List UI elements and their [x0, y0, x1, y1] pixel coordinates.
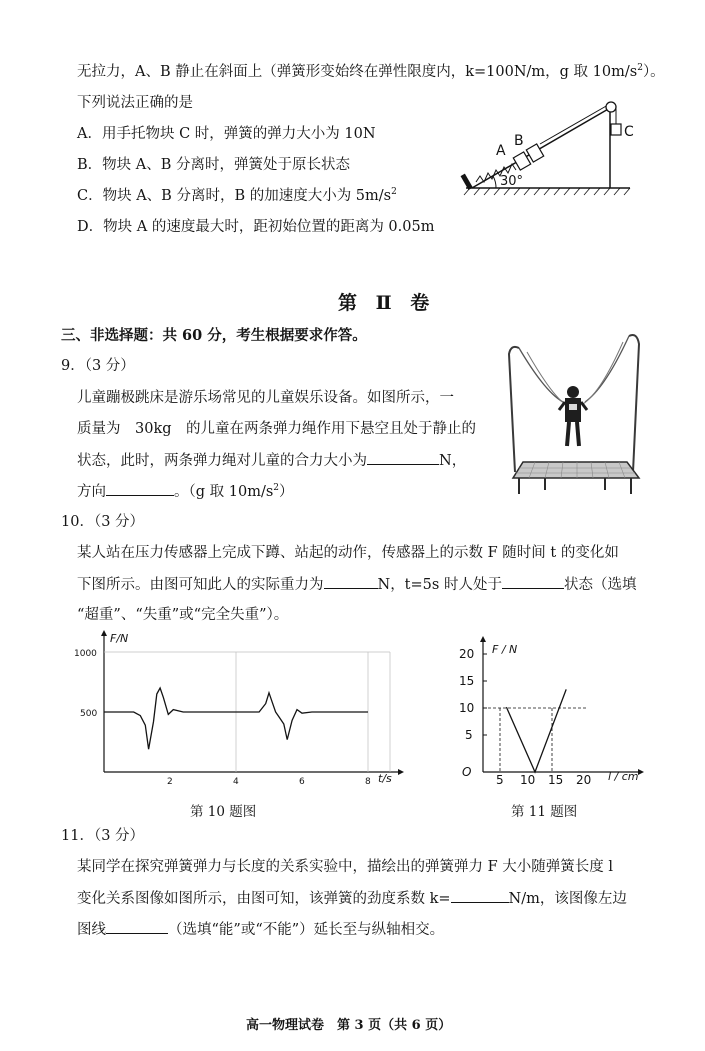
- q11-xtick-20: 20: [576, 773, 592, 786]
- q11-ytick-15: 15: [459, 674, 475, 688]
- q10-xtick-8: 8: [365, 777, 371, 786]
- q10-y-label: F/N: [110, 632, 129, 645]
- q11-origin: O: [462, 765, 472, 779]
- q9-line3: 状态，此时，两条弹力绳对儿童的合力大小为 N，: [77, 450, 466, 471]
- q11-line1: 某同学在探究弹簧弹力与长度的关系实验中，描绘出的弹簧弹力 F 大小随弹簧长度 l: [77, 859, 614, 875]
- q11-xtick-10: 10: [520, 773, 536, 786]
- q10-line1: 某人站在压力传感器上完成下蹲、站起的动作，传感器上的示数 F 随时间 t 的变化如: [77, 545, 619, 561]
- q11-line3: 图线 （选填“能”或“不能”）延长至与纵轴相交。: [77, 919, 444, 940]
- q11-y-label: F / N: [492, 643, 518, 656]
- pulley: [606, 102, 616, 112]
- q10-chart: [70, 628, 410, 786]
- q10-xtick-6: 6: [299, 777, 305, 786]
- q10-line2: 下图所示。由图可知此人的实际重力为 N，t=5s 时人处于 状态（选填: [77, 574, 636, 595]
- q10-caption: 第 10 题图: [190, 804, 257, 820]
- q8-option-d: D．物块 A 的速度最大时，距初始位置的距离为 0.05m: [77, 219, 435, 235]
- section-heading: 三、非选择题：共 60 分，考生根据要求作答。: [61, 327, 367, 344]
- q9-number: 9．（3 分）: [61, 358, 135, 374]
- q11-x-label: l / cm: [608, 770, 639, 783]
- block-b: [526, 144, 543, 162]
- q10-x-label: t/s: [378, 772, 392, 785]
- q11-xtick-5: 5: [496, 773, 504, 786]
- q10-blank-weight[interactable]: [324, 574, 378, 589]
- incline: [472, 108, 610, 188]
- q9-line1: 儿童蹦极跳床是游乐场常见的儿童娱乐设备。如图所示，一: [77, 390, 454, 406]
- ground-hatching: [464, 188, 630, 195]
- q11-blank-extend[interactable]: [106, 919, 168, 934]
- rope: [540, 105, 608, 144]
- q11-ytick-10: 10: [459, 701, 475, 715]
- q10-ytick-1000: 1000: [74, 649, 97, 659]
- section-title: 第 Ⅱ 卷: [338, 292, 436, 314]
- q11-ytick-5: 5: [465, 728, 473, 742]
- angle-label: 30°: [500, 174, 524, 189]
- q8-stem-line2: 下列说法正确的是: [77, 95, 193, 111]
- label-c: C: [624, 124, 634, 140]
- q9-line4: 方向 。（g 取 $10m/s^2$）: [77, 481, 294, 502]
- q10-ytick-500: 500: [80, 709, 98, 719]
- block-c: [611, 124, 621, 135]
- q10-xtick-4: 4: [233, 777, 239, 786]
- q11-blank-k[interactable]: [451, 888, 509, 903]
- q8-option-b: B．物块 A、B 分离时，弹簧处于原长状态: [77, 157, 350, 173]
- q10-xtick-2: 2: [167, 777, 173, 786]
- trampoline-photo: [505, 322, 645, 500]
- q11-line2: 变化关系图像如图所示，由图可知，该弹簧的劲度系数 k= N/m，该图像左边: [77, 888, 627, 909]
- q11-caption: 第 11 题图: [511, 804, 578, 820]
- q11-series-line: [506, 689, 566, 772]
- q11-number: 11．（3 分）: [61, 828, 145, 844]
- incline-figure: [458, 92, 638, 200]
- q8-stem-line1: 无拉力，A、B 静止在斜面上（弹簧形变始终在弹性限度内，k=100N/m，g 取 $10m/s^2$）。: [77, 63, 665, 80]
- label-a: A: [496, 143, 506, 159]
- q9-blank-direction[interactable]: [106, 481, 174, 496]
- q10-line3: “超重”、“失重”或“完全失重”）。: [77, 607, 289, 623]
- q10-blank-state[interactable]: [502, 574, 564, 589]
- q9-line2: 质量为 30kg 的儿童在两条弹力绳作用下悬空且处于静止的: [77, 421, 477, 437]
- page-footer: 高一物理试卷 第 3 页（共 6 页）: [246, 1018, 452, 1033]
- q9-blank-force[interactable]: [367, 450, 439, 465]
- angle-arc: [493, 176, 496, 188]
- label-b: B: [514, 133, 524, 149]
- q8-option-c: C．物块 A、B 分离时，B 的加速度大小为 $5m/s^2$: [77, 187, 397, 204]
- q8-option-a: A．用手托物块 C 时，弹簧的弹力大小为 10N: [77, 126, 376, 142]
- child-head: [567, 386, 579, 398]
- q10-number: 10．（3 分）: [61, 514, 145, 530]
- q11-xtick-15: 15: [548, 773, 564, 786]
- q11-ytick-20: 20: [459, 647, 475, 661]
- q11-chart: [448, 636, 648, 786]
